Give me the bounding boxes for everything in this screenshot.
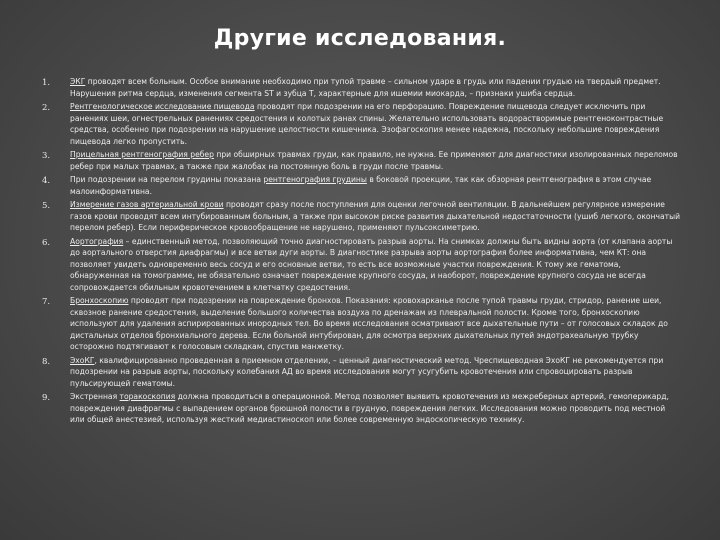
item-link[interactable]: Аортография	[70, 236, 124, 246]
list-item	[42, 101, 682, 147]
item-link[interactable]: Рентгенологическое исследование пищевода	[70, 102, 255, 111]
item-number: 6.	[42, 237, 51, 248]
list-item	[42, 76, 682, 99]
item-number: 9.	[42, 393, 51, 403]
item-text	[70, 76, 682, 99]
item-text	[70, 199, 682, 234]
item-number: 7.	[42, 297, 51, 307]
item-link[interactable]: ЭхоКГ	[70, 355, 95, 365]
item-text	[70, 236, 682, 294]
item-text	[70, 295, 682, 353]
item-body: при обширных травмах груди, как правило, не нужна. Ее применяют для диагностики изолированных переломов ребер при малых травмах, а также при жалобах на постоянную боль в груди после травмы.	[70, 150, 678, 171]
list-item	[42, 391, 682, 426]
numbered-list	[42, 76, 682, 428]
item-body: должна проводиться в операционной. Метод позволяет выявить кровотечения из межреберных артерий, гемоперикард, повреждения диафрагмы с выпадением органов брюшной полости в грудную, повреждения легких. Исследования можно проводить под местной или общей анестезией, используя жесткий медиастиноскоп или более современную эндоскопическую технику.	[70, 392, 669, 424]
item-link[interactable]: торакоскопия	[119, 392, 176, 401]
item-body: – единственный метод, позволяющий точно диагностировать разрыв аорты. На снимках должны быть видны аорта (от клапана аорты до аортального отверстия диафрагмы) и все ветви дуги аорты. В диагностике разрыва аорты аортография более информативна, чем КТ: она позволяет увидеть одновременно весь сосуд и его основные ветви, то есть все возможные участки повреждения. К тому же гематома, обнаруженная на томограмме, не обязательно означает повреждение крупного сосуда, и наоборот, повреждение крупного сосуда не всегда сопровождается обильным кровотечением в клетчатку средостения.	[70, 236, 673, 292]
list-item	[42, 355, 682, 390]
item-body: проводят при подозрении на его перфорацию. Повреждение пищевода следует исключить при ранениях шеи, огнестрельных ранениях средостения и колотых ранах спины. Желательно использовать водорастворимые рентгеноконтрастные средства, особенно при подозрении на нарушение целостности кишечника. Эзофагоскопия менее надежна, поскольку небольшие повреждения пищевода легко пропустить.	[70, 102, 664, 146]
list-item	[42, 149, 682, 172]
list-item	[42, 236, 682, 294]
item-number: 3.	[42, 151, 51, 161]
list-item	[42, 199, 682, 234]
item-link[interactable]: ЭКГ	[70, 77, 86, 86]
item-number: 5.	[42, 201, 51, 211]
item-number: 2.	[42, 103, 51, 113]
item-text	[70, 101, 682, 147]
item-body: в боковой проекции, так как обзорная рентгенография в этом случае малоинформативна.	[70, 175, 652, 196]
item-text	[70, 149, 682, 172]
item-number: 1.	[42, 78, 51, 88]
item-link[interactable]: Бронхоскопию	[70, 296, 129, 305]
item-link[interactable]: Измерение газов артериальной крови	[70, 200, 224, 209]
item-link[interactable]: рентгенография грудины	[263, 175, 367, 184]
item-number: 8.	[42, 356, 51, 367]
list-item	[42, 174, 682, 197]
item-text	[70, 174, 682, 197]
item-body: проводят при подозрении на повреждение бронхов. Показания: кровохарканье после тупой травмы груди, стридор, ранение шеи, сквозное ранение средостения, выделение большого количества воздуха по дренажам из плевральной полости. Кроме того, бронхоскопию используют для удаления аспирированных инородных тел. Во время исследования осматривают все дыхательные пути – от голосовых складок до дистальных отделов бронхиального дерева. Если больной интубирован, для осмотра верхних дыхательных путей эндотрахеальную трубку осторожно подтягивают к голосовым складкам, спустив манжетку.	[70, 296, 668, 351]
slide-title: Другие исследования.	[213, 26, 507, 51]
item-body: проводят сразу после поступления для оценки легочной вентиляции. В дальнейшем регулярное измерение газов крови проводят всем интубированным больным, а также при высоком риске развития дыхательной недостаточности (ушиб легкого, окончатый перелом ребер). Если периферическое кровообращение не нарушено, применяют пульсоксиметрию.	[70, 200, 681, 232]
list-item	[42, 295, 682, 353]
item-body: , квалифицированно проведенная в приемном отделении, – ценный диагностический метод. Чреспищеводная ЭхоКГ не рекомендуется при подозрении на разрыв аорты, поскольку колебания АД во время исследования могут усугубить кровотечения или спровоцировать разрыв пульсирующей гематомы.	[70, 355, 664, 388]
item-prefix: Экстренная	[70, 392, 120, 401]
item-prefix: При подозрении на перелом грудины показана	[70, 175, 264, 184]
item-text	[70, 355, 682, 390]
item-number: 4.	[42, 176, 51, 186]
item-text	[70, 391, 682, 426]
item-body: проводят всем больным. Особое внимание необходимо при тупой травме – сильном ударе в грудь или падении грудью на твердый предмет. Нарушения ритма сердца, изменения сегмента ST и зубца T, характерные для ишемии миокарда, – признаки ушиба сердца.	[70, 77, 661, 98]
item-link[interactable]: Прицельная рентгенография ребер	[70, 150, 214, 159]
